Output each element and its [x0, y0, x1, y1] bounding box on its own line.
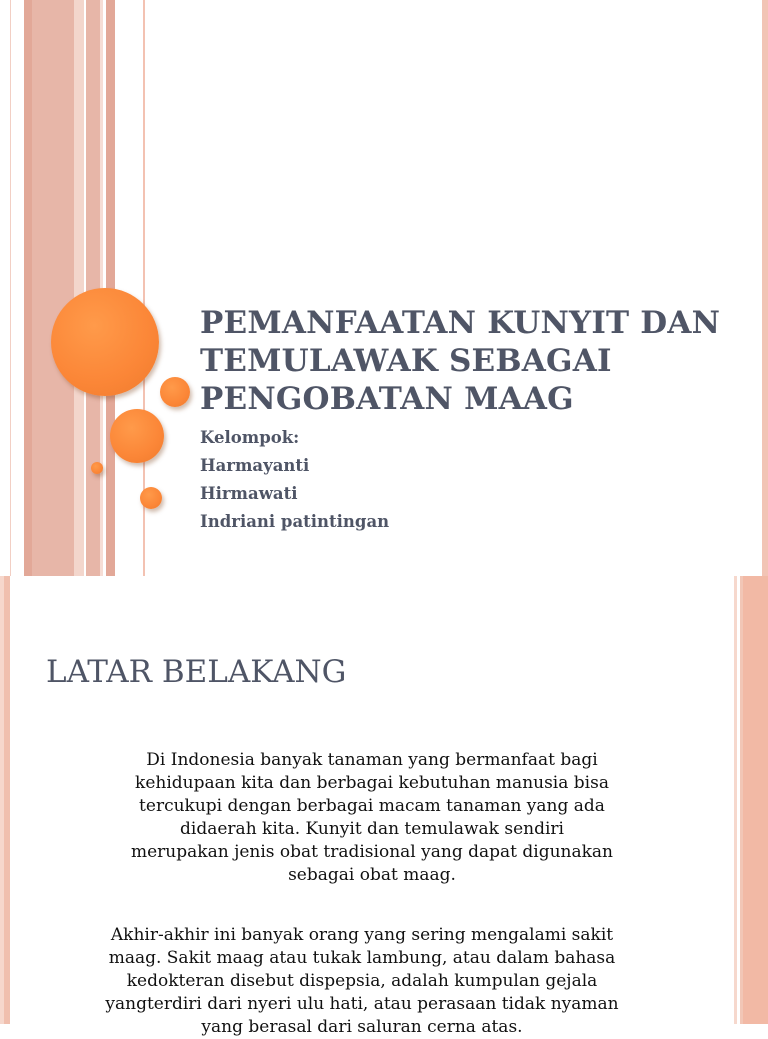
- subtitle-line: Kelompok:: [200, 428, 300, 447]
- decor-stripe: [24, 0, 32, 576]
- body-paragraph: Di Indonesia banyak tanaman yang bermanfaat bagi kehidupaan kita dan berbagai kebutuhan manusia bisa tercukupi dengan berbagai macam tanaman yang ada didaerah kita. Kunyit dan temulawak sendiri merupakan jenis obat tradisional yang dapat digunakan sebagai obat maag.: [131, 750, 613, 885]
- decor-stripe: [32, 0, 74, 576]
- decor-stripe: [762, 0, 768, 576]
- decor-stripe: [4, 576, 10, 1024]
- decor-circle-tiny: [91, 462, 103, 474]
- slide-title: PEMANFAATAN KUNYIT DAN TEMULAWAK SEBAGAI PENGOBATAN MAAG: [200, 305, 721, 417]
- subtitle-line: Indriani patintingan: [200, 512, 390, 531]
- section-heading: LATAR BELAKANG: [46, 654, 347, 690]
- body-paragraph: Akhir-akhir ini banyak orang yang sering mengalami sakit maag. Sakit maag atau tukak lambung, atau dalam bahasa kedokteran disebut dispepsia, adalah kumpulan gejala yangterdiri dari nyeri ulu hati, atau perasaan tidak nyaman yang berasal dari saluran cerna atas.: [105, 925, 619, 1037]
- decor-circle-small: [160, 377, 190, 407]
- subtitle-line: Harmayanti: [200, 456, 310, 475]
- decor-stripe: [734, 576, 737, 1024]
- subtitle-line: Hirmawati: [200, 484, 298, 503]
- decor-stripe: [74, 0, 84, 576]
- decor-stripe: [10, 0, 11, 576]
- decor-circle-medium: [110, 409, 164, 463]
- decor-circle-small: [140, 487, 162, 509]
- decor-circle-large: [51, 288, 159, 396]
- decor-stripe: [743, 576, 768, 1024]
- group-members-list: [200, 424, 389, 536]
